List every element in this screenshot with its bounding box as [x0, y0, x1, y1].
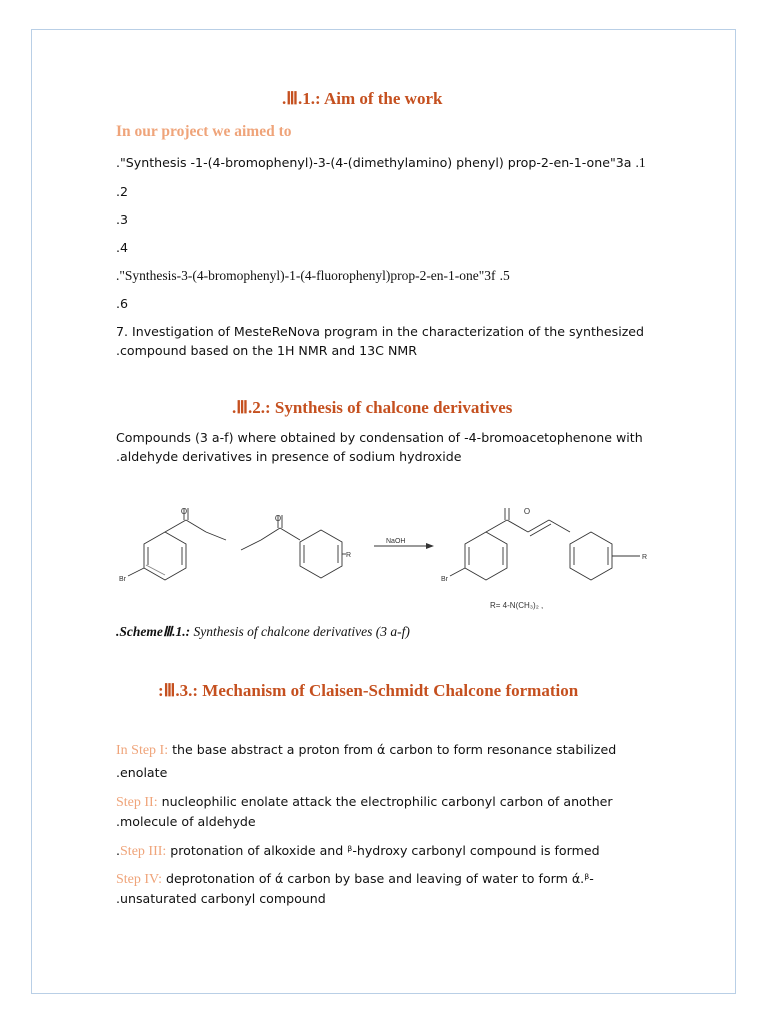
scheme-r-note: R= 4-N(CH₃)₂ , [490, 601, 544, 610]
synthesis-para-line2: .aldehyde derivatives in presence of sodium hydroxide [116, 449, 462, 464]
aim-item-3: .3 [116, 212, 129, 227]
aim-item-1-text: ."Synthesis -1-(4-bromophenyl)-3-(4-(dimethylamino) phenyl) prop-2-en-1-one"3a [116, 155, 632, 170]
scheme-oxygen-left: O [180, 507, 188, 516]
reaction-arrowhead [426, 543, 434, 549]
step-4-line1 [116, 871, 594, 888]
step-4-line2: .unsaturated carbonyl compound [116, 891, 326, 906]
scheme-caption-label: .SchemeⅢ.1.: [116, 624, 191, 639]
step-4-text: deprotonation of ά carbon by base and leaving of water to form ά.ᵝ- [162, 871, 594, 886]
step-3-line1 [116, 843, 600, 860]
step-3-label: Step III: [120, 844, 167, 859]
scheme-oxygen-right: O [523, 507, 531, 516]
aim-item-2: .2 [116, 184, 129, 199]
aim-item-7-line2: .compound based on the 1H NMR and 13C NMR [116, 343, 418, 358]
aim-item-7-line1: 7. Investigation of MesteReNova program in the characterization of the synthesized [116, 324, 645, 339]
step-3-text: protonation of alkoxide and ᵝ-hydroxy carbonyl compound is formed [166, 843, 600, 858]
section-heading-aim: .Ⅲ.1.: Aim of the work [282, 89, 443, 108]
step-1-label: In Step I: [116, 743, 169, 758]
scheme-oxygen-middle: O [274, 514, 282, 523]
aim-item-1-number: .1 [635, 155, 646, 170]
step-1-line2: .enolate [116, 765, 168, 780]
aim-item-1 [116, 155, 646, 171]
step-2-label: Step II: [116, 795, 158, 810]
step-4-label: Step IV: [116, 872, 163, 887]
scheme-r-middle: R [346, 552, 352, 559]
scheme-br-right: Br [441, 576, 448, 583]
section-heading-mechanism: :Ⅲ.3.: Mechanism of Claisen-Schmidt Chalcone formation [158, 681, 579, 700]
aim-intro: In our project we aimed to [116, 123, 292, 140]
scheme-reagent: NaOH [386, 538, 406, 545]
scheme-r-right: R [642, 554, 648, 561]
step-3-prefix: . [116, 843, 121, 858]
step-1-line1 [116, 742, 616, 759]
scheme-br-left: Br [119, 576, 126, 583]
aim-item-5-number: .5 [499, 268, 510, 283]
reaction-scheme [108, 500, 668, 615]
aim-item-6: .6 [116, 296, 129, 311]
step-1-text: the base abstract a proton from ά carbon to form resonance stabilized [168, 742, 617, 757]
scheme-caption [116, 624, 410, 640]
step-2-line2: .molecule of aldehyde [116, 814, 256, 829]
step-2-text: nucleophilic enolate attack the electrophilic carbonyl carbon of another [157, 794, 613, 809]
section-heading-synthesis: .Ⅲ.2.: Synthesis of chalcone derivatives [232, 398, 513, 417]
aim-item-5 [116, 268, 510, 284]
aim-item-4: .4 [116, 240, 129, 255]
synthesis-para-line1: Compounds (3 a-f) where obtained by condensation of -4-bromoacetophenone with [116, 430, 643, 445]
scheme-caption-text: Synthesis of chalcone derivatives (3 a-f) [190, 624, 410, 639]
step-2-line1 [116, 794, 613, 811]
aim-item-5-text: ."Synthesis-3-(4-bromophenyl)-1-(4-fluorophenyl)prop-2-en-1-one"3f [116, 268, 496, 283]
